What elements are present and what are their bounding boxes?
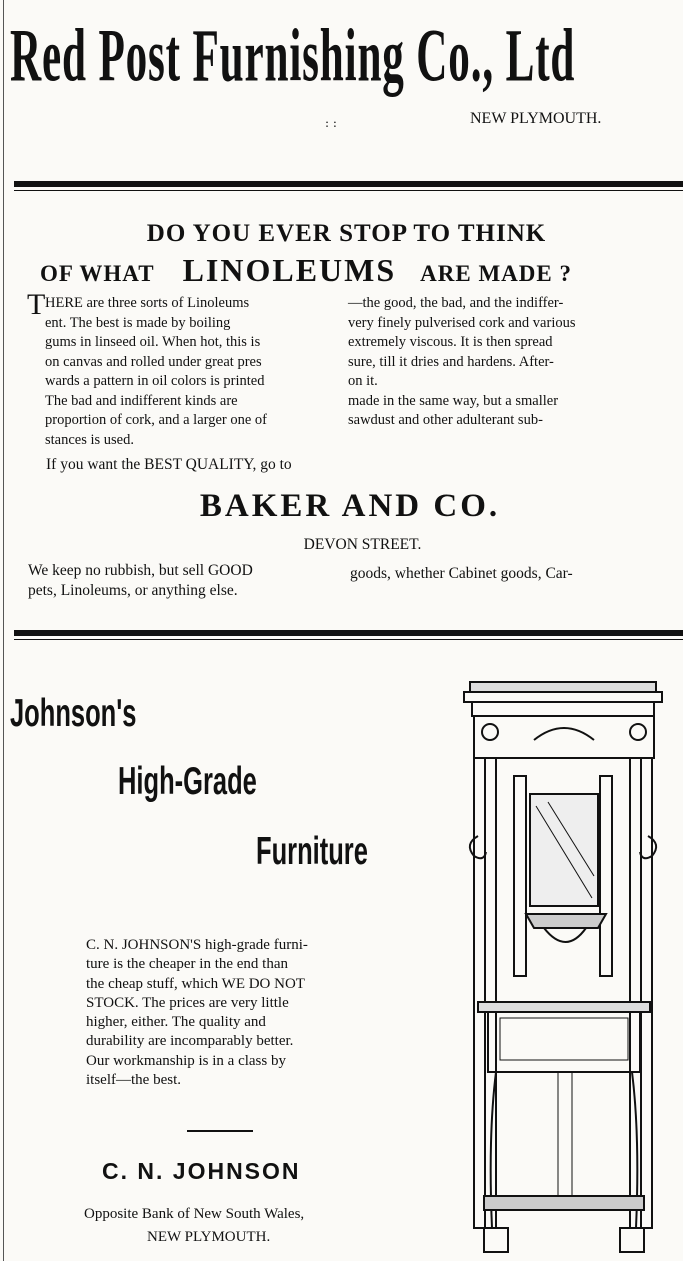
johnson-title-3: Furniture: [256, 830, 368, 873]
johnson-address-1: Opposite Bank of New South Wales,: [84, 1206, 305, 1222]
baker-headline-1: DO YOU EVER STOP TO THINK: [146, 220, 547, 247]
baker-headline-linoleums: LINOLEUMS: [182, 252, 397, 288]
double-rule-mid-thin: [14, 639, 683, 640]
baker-headline-2c: ARE MADE ?: [420, 261, 572, 286]
baker-right-column: —the good, the bad, and the indiffer- very finely pulverised cork and various extremely viscous. It is then spread sure, till it dries and hardens. After- on it. made in the same way, but a smaller sawdust and other adulterant sub-: [348, 295, 576, 428]
double-rule-top: [14, 181, 683, 187]
red-post-headline: Red Post Furnishing Co., Ltd: [10, 15, 576, 99]
baker-headline-2: [40, 252, 572, 289]
johnson-signature: C. N. JOHNSON: [102, 1158, 301, 1184]
baker-closing-right: goods, whether Cabinet goods, Car-: [350, 565, 573, 582]
baker-firm-name: BAKER AND CO.: [199, 488, 501, 524]
baker-street: DEVON STREET.: [303, 536, 422, 553]
double-rule-top-thin: [14, 190, 683, 191]
red-post-location: NEW PLYMOUTH.: [470, 110, 602, 127]
johnson-divider: [187, 1130, 253, 1132]
page-left-edge: [3, 0, 4, 1261]
baker-left-column: HERE are three sorts of Linoleums ent. The best is made by boiling gums in linseed oil. When hot, this is on canvas and rolled under great pres wards a pattern in oil colors is printed The bad and indifferent kinds are proportion of cork, and a larger one of stances is used.: [45, 295, 267, 448]
baker-closing-left: We keep no rubbish, but sell GOOD pets, Linoleums, or anything else.: [28, 562, 253, 599]
johnson-title-2: High-Grade: [118, 760, 257, 803]
double-rule-mid: [14, 630, 683, 636]
drop-cap: T: [27, 288, 46, 321]
johnson-body: C. N. JOHNSON'S high-grade furni- ture is the cheaper in the end than the cheap stuff, which WE DO NOT STOCK. The prices are very little higher, either. The quality and durability are incomparably better. Our workmanship is in a class by itself—the best.: [86, 937, 308, 1089]
hall-stand-furniture-icon: [448, 676, 676, 1260]
best-quality-line: If you want the BEST QUALITY, go to: [46, 456, 292, 473]
johnson-address-2: NEW PLYMOUTH.: [147, 1229, 271, 1245]
baker-headline-2a: OF WHAT: [40, 261, 155, 286]
speck-dots: : :: [325, 116, 337, 130]
johnson-title-1: Johnson's: [10, 692, 137, 735]
